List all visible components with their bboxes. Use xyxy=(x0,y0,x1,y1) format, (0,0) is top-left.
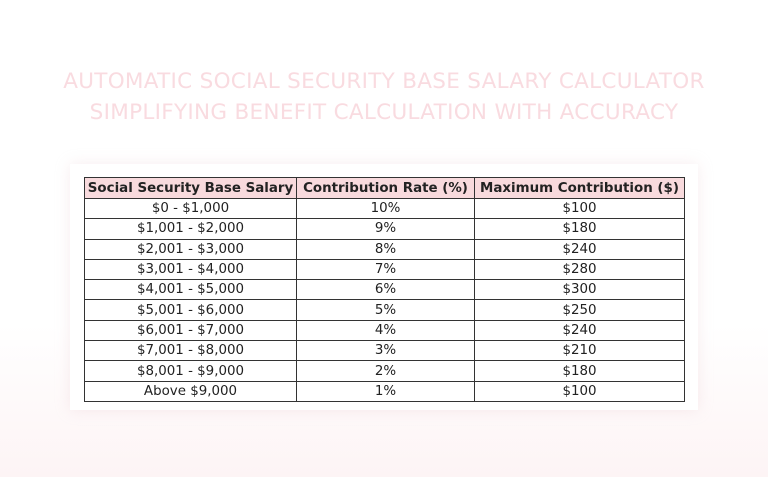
salary-contribution-table xyxy=(84,177,685,402)
maximum-contribution-cell: $210 xyxy=(475,341,685,361)
maximum-contribution-cell: $240 xyxy=(475,239,685,259)
table-row xyxy=(85,219,685,239)
contribution-rate-cell: 5% xyxy=(297,300,475,320)
table-row xyxy=(85,239,685,259)
table-row xyxy=(85,199,685,219)
table-row xyxy=(85,300,685,320)
base-salary-cell: $6,001 - $7,000 xyxy=(85,320,297,340)
title-line-2: SIMPLIFYING BENEFIT CALCULATION WITH ACCURACY xyxy=(89,100,679,125)
base-salary-cell: $8,001 - $9,000 xyxy=(85,361,297,381)
base-salary-cell: $3,001 - $4,000 xyxy=(85,259,297,279)
contribution-rate-cell: 3% xyxy=(297,341,475,361)
base-salary-cell: $4,001 - $5,000 xyxy=(85,280,297,300)
maximum-contribution-cell: $180 xyxy=(475,361,685,381)
table-header-row xyxy=(85,178,685,199)
page-title xyxy=(0,66,768,128)
table-row xyxy=(85,320,685,340)
table-row xyxy=(85,280,685,300)
base-salary-cell: $0 - $1,000 xyxy=(85,199,297,219)
maximum-contribution-cell: $180 xyxy=(475,219,685,239)
table-row xyxy=(85,381,685,401)
maximum-contribution-cell: $100 xyxy=(475,199,685,219)
contribution-rate-cell: 1% xyxy=(297,381,475,401)
contribution-rate-cell: 4% xyxy=(297,320,475,340)
maximum-contribution-cell: $100 xyxy=(475,381,685,401)
base-salary-cell: $1,001 - $2,000 xyxy=(85,219,297,239)
maximum-contribution-cell: $250 xyxy=(475,300,685,320)
contribution-rate-cell: 6% xyxy=(297,280,475,300)
column-header-contribution-rate: Contribution Rate (%) xyxy=(297,178,475,199)
title-line-1: AUTOMATIC SOCIAL SECURITY BASE SALARY CALCULATOR xyxy=(63,69,705,94)
base-salary-cell: $7,001 - $8,000 xyxy=(85,341,297,361)
table-row xyxy=(85,341,685,361)
contribution-rate-cell: 2% xyxy=(297,361,475,381)
base-salary-cell: $5,001 - $6,000 xyxy=(85,300,297,320)
maximum-contribution-cell: $300 xyxy=(475,280,685,300)
contribution-rate-cell: 8% xyxy=(297,239,475,259)
maximum-contribution-cell: $240 xyxy=(475,320,685,340)
base-salary-cell: $2,001 - $3,000 xyxy=(85,239,297,259)
table-row xyxy=(85,259,685,279)
contribution-rate-cell: 10% xyxy=(297,199,475,219)
column-header-maximum-contribution: Maximum Contribution ($) xyxy=(475,178,685,199)
table-card xyxy=(70,164,698,410)
maximum-contribution-cell: $280 xyxy=(475,259,685,279)
contribution-rate-cell: 7% xyxy=(297,259,475,279)
base-salary-cell: Above $9,000 xyxy=(85,381,297,401)
contribution-rate-cell: 9% xyxy=(297,219,475,239)
table-row xyxy=(85,361,685,381)
column-header-base-salary: Social Security Base Salary xyxy=(85,178,297,199)
